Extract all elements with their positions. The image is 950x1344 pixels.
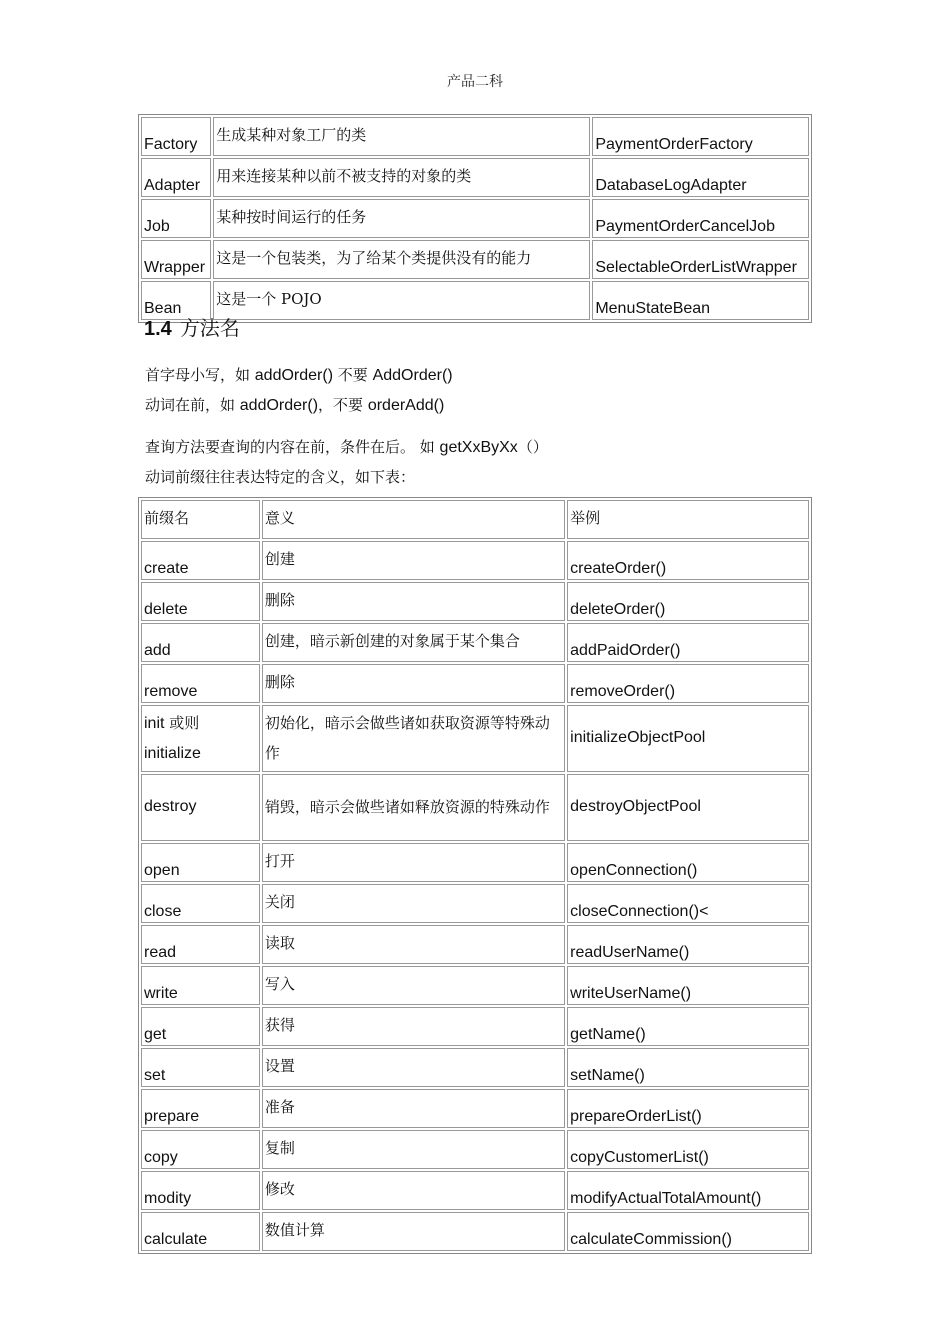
meaning-cell: 生成某种对象工厂的类 — [213, 117, 590, 156]
meaning-cell: 这是一个包装类，为了给某个类提供没有的能力 — [213, 240, 590, 279]
prefix-cell: remove — [141, 664, 260, 703]
meaning-cell: 这是一个 POJO — [213, 281, 590, 320]
prefix-cell: modity — [141, 1171, 260, 1210]
header-example: 举例 — [567, 500, 809, 539]
code-text: orderAdd() — [367, 397, 445, 414]
meaning-cell: 准备 — [262, 1089, 565, 1128]
table-row — [141, 1007, 809, 1046]
meaning-cell: 写入 — [262, 966, 565, 1005]
prefix-cell: set — [141, 1048, 260, 1087]
prefix-cell: read — [141, 925, 260, 964]
prefix-cell: copy — [141, 1130, 260, 1169]
meaning-cell: 修改 — [262, 1171, 565, 1210]
page-header: 产品二科 — [447, 74, 503, 90]
table-row — [141, 541, 809, 580]
meaning-cell: 创建，暗示新创建的对象属于某个集合 — [262, 623, 565, 662]
prefix-cell: create — [141, 541, 260, 580]
suffix-cell: Adapter — [141, 158, 211, 197]
table-row — [141, 158, 809, 197]
suffix-cell: Bean — [141, 281, 211, 320]
suffix-cell: Job — [141, 199, 211, 238]
prefix-initialize: initialize — [144, 744, 201, 762]
meaning-cell: 用来连接某种以前不被支持的对象的类 — [213, 158, 590, 197]
example-cell: getName() — [567, 1007, 809, 1046]
table-row — [141, 843, 809, 882]
example-cell: addPaidOrder() — [567, 623, 809, 662]
paragraph-verb-first-rule — [145, 394, 444, 415]
example-cell: prepareOrderList() — [567, 1089, 809, 1128]
suffix-cell: Wrapper — [141, 240, 211, 279]
example-cell: copyCustomerList() — [567, 1130, 809, 1169]
meaning-cell: 读取 — [262, 925, 565, 964]
header-meaning: 意义 — [262, 500, 565, 539]
prefix-cell: prepare — [141, 1089, 260, 1128]
prefix-cell: open — [141, 843, 260, 882]
paragraph-lowercase-rule — [145, 364, 453, 385]
table-row — [141, 705, 809, 772]
prefix-init: init — [144, 714, 165, 732]
meaning-cell: 某种按时间运行的任务 — [213, 199, 590, 238]
paragraph-query-rule — [145, 436, 548, 457]
table-header-row — [141, 500, 809, 539]
text: 查询方法要查询的内容在前，条件在后。 如 — [145, 438, 440, 456]
table-row — [141, 1171, 809, 1210]
example-cell: destroyObjectPool — [567, 774, 809, 841]
example-cell: initializeObjectPool — [567, 705, 809, 772]
table-row — [141, 884, 809, 923]
table-row — [141, 1212, 809, 1251]
table-row — [141, 925, 809, 964]
prefix-cell: add — [141, 623, 260, 662]
prefix-cell: get — [141, 1007, 260, 1046]
text: （） — [517, 438, 548, 456]
table-row — [141, 117, 809, 156]
prefix-or: 或则 — [164, 713, 200, 732]
code-text: getXxByXx — [439, 439, 518, 456]
example-cell: PaymentOrderCancelJob — [592, 199, 809, 238]
meaning-cell: 数值计算 — [262, 1212, 565, 1251]
table-row — [141, 1048, 809, 1087]
example-cell: closeConnection()< — [567, 884, 809, 923]
example-cell: writeUserName() — [567, 966, 809, 1005]
section-number: 1.4 — [144, 318, 172, 340]
example-cell: MenuStateBean — [592, 281, 809, 320]
meaning-cell: 复制 — [262, 1130, 565, 1169]
table-row — [141, 774, 809, 841]
example-cell: readUserName() — [567, 925, 809, 964]
table-row — [141, 664, 809, 703]
text: ，不要 — [318, 396, 368, 414]
header-prefix: 前缀名 — [141, 500, 260, 539]
meaning-cell: 删除 — [262, 582, 565, 621]
example-cell: deleteOrder() — [567, 582, 809, 621]
example-cell: setName() — [567, 1048, 809, 1087]
prefix-cell: calculate — [141, 1212, 260, 1251]
table-row — [141, 281, 809, 320]
meaning-cell: 销毁，暗示会做些诸如释放资源的特殊动作 — [262, 774, 565, 841]
table-row — [141, 199, 809, 238]
table-row — [141, 582, 809, 621]
code-text: addOrder() — [239, 397, 319, 414]
text: 不要 — [333, 366, 373, 384]
meaning-cell: 关闭 — [262, 884, 565, 923]
meaning-cell: 删除 — [262, 664, 565, 703]
paragraph-prefix-intro: 动词前缀往往表达特定的含义，如下表： — [145, 468, 416, 486]
section-heading — [144, 312, 240, 341]
example-cell: calculateCommission() — [567, 1212, 809, 1251]
prefix-cell: close — [141, 884, 260, 923]
prefix-cell: delete — [141, 582, 260, 621]
example-cell: DatabaseLogAdapter — [592, 158, 809, 197]
table-row — [141, 966, 809, 1005]
example-cell: removeOrder() — [567, 664, 809, 703]
suffix-cell: Factory — [141, 117, 211, 156]
meaning-cell: 初始化，暗示会做些诸如获取资源等特殊动作 — [262, 705, 565, 772]
table-row — [141, 623, 809, 662]
table-row — [141, 1130, 809, 1169]
example-cell: PaymentOrderFactory — [592, 117, 809, 156]
example-cell: SelectableOrderListWrapper — [592, 240, 809, 279]
text: 首字母小写，如 — [145, 366, 255, 384]
example-cell: modifyActualTotalAmount() — [567, 1171, 809, 1210]
meaning-cell: 获得 — [262, 1007, 565, 1046]
meaning-cell: 打开 — [262, 843, 565, 882]
table-row — [141, 240, 809, 279]
text: 动词在前，如 — [145, 396, 240, 414]
prefix-cell: destroy — [141, 774, 260, 841]
meaning-cell: 设置 — [262, 1048, 565, 1087]
class-suffix-table — [138, 114, 812, 323]
meaning-cell: 创建 — [262, 541, 565, 580]
table-row — [141, 1089, 809, 1128]
section-title: 方法名 — [179, 316, 240, 340]
code-text: addOrder() — [254, 367, 334, 384]
code-text: AddOrder() — [372, 367, 453, 384]
method-prefix-table — [138, 497, 812, 1254]
prefix-cell: write — [141, 966, 260, 1005]
prefix-cell — [141, 705, 260, 772]
example-cell: openConnection() — [567, 843, 809, 882]
example-cell: createOrder() — [567, 541, 809, 580]
